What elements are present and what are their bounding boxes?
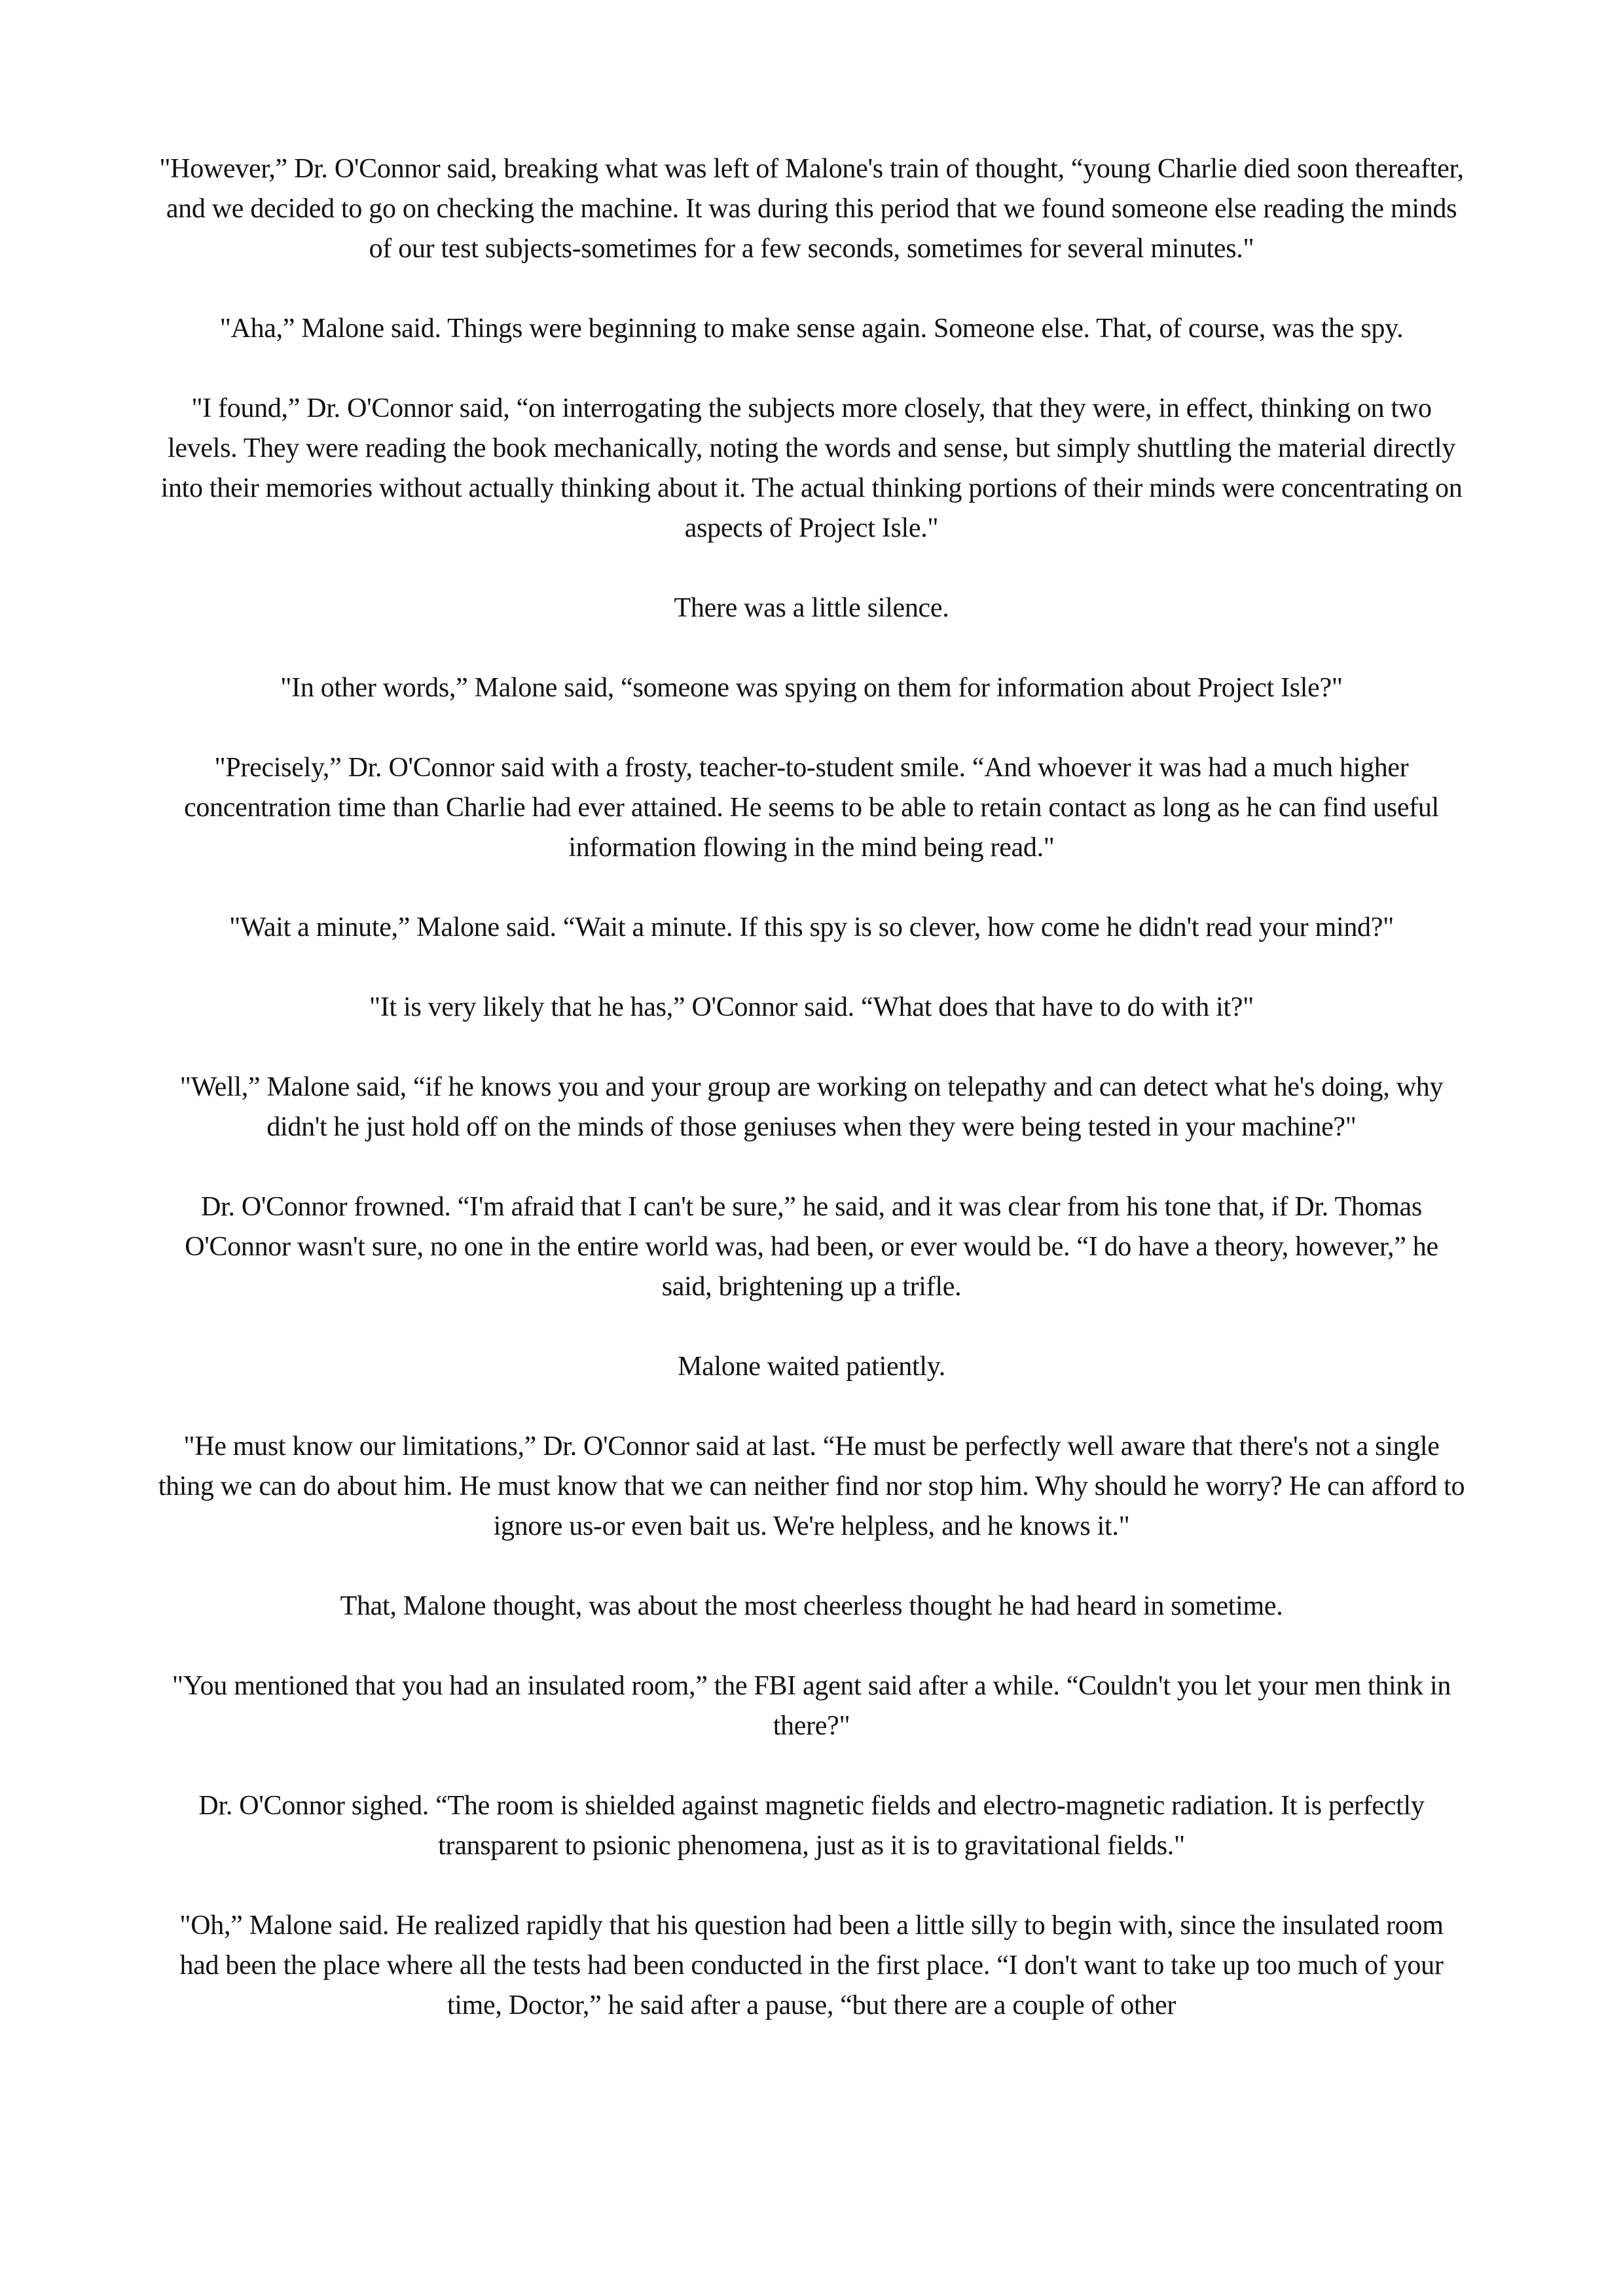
paragraph-10: Dr. O'Connor frowned. “I'm afraid that I can't be sure,” he said, and it was clear from his tone that, if Dr. Thomas O'Connor wasn't sure, no one in the entire world was, had been, or ever would be. “I do have a theory, however,” he said, brightening up a trifle. — [185, 1192, 1438, 1302]
paragraph-14: "You mentioned that you had an insulated room,” the FBI agent said after a while. “Couldn't you let your men think in there?" — [172, 1671, 1451, 1741]
paragraph-2: "Aha,” Malone said. Things were beginning to make sense again. Someone else. That, of course, was the spy. — [219, 314, 1404, 344]
paragraph-15: Dr. O'Connor sighed. “The room is shielded against magnetic fields and electro-magnetic radiation. It is perfectly transparent to psionic phenomena, just as it is to gravitational fields." — [198, 1791, 1425, 1861]
paragraph-1: "However,” Dr. O'Connor said, breaking what was left of Malone's train of thought, “young Charlie died soon thereafter, and we decided to go on checking the machine. It was during this period that we found someone else reading the minds of our test subjects-sometimes for a few seconds, sometimes for several minutes." — [159, 154, 1464, 264]
paragraph-16: "Oh,” Malone said. He realized rapidly that his question had been a little silly to begin with, since the insulated room had been the place where all the tests had been conducted in the first place. “I don't want to take up too much of your time, Doctor,” he said after a pause, “but there are a couple of other — [179, 1910, 1444, 2020]
paragraph-3: "I found,” Dr. O'Connor said, “on interrogating the subjects more closely, that they were, in effect, thinking on two levels. They were reading the book mechanically, noting the words and sense, but simply shuttling the material directly into their memories without actually thinking about it. The actual thinking portions of their minds were concentrating on aspects of Project Isle." — [160, 393, 1463, 543]
paragraph-8: "It is very likely that he has,” O'Connor said. “What does that have to do with it?" — [369, 992, 1254, 1022]
paragraph-6: "Precisely,” Dr. O'Connor said with a frosty, teacher-to-student smile. “And whoever it was had a much higher concentration time than Charlie had ever attained. He seems to be able to retain contact as long as he can find useful information flowing in the mind being read." — [184, 753, 1439, 863]
paragraph-9: "Well,” Malone said, “if he knows you and your group are working on telepathy and can detect what he's doing, why didn't he just hold off on the minds of those geniuses when they were being tested in your machine?" — [179, 1072, 1444, 1142]
paragraph-11: Malone waited patiently. — [678, 1352, 945, 1382]
paragraph-12: "He must know our limitations,” Dr. O'Connor said at last. “He must be perfectly well aware that there's not a single thing we can do about him. He must know that we can neither find nor stop him. Why should he worry? He can afford to ignore us-or even bait us. We're helpless, and he knows it." — [158, 1431, 1465, 1541]
paragraph-13: That, Malone thought, was about the most cheerless thought he had heard in sometime. — [340, 1591, 1283, 1621]
paragraph-7: "Wait a minute,” Malone said. “Wait a minute. If this spy is so clever, how come he didn't read your mind?" — [229, 912, 1394, 942]
paragraph-4: There was a little silence. — [674, 593, 949, 623]
document-page — [157, 149, 1466, 2026]
paragraph-5: "In other words,” Malone said, “someone was spying on them for information about Project Isle?" — [280, 673, 1343, 703]
